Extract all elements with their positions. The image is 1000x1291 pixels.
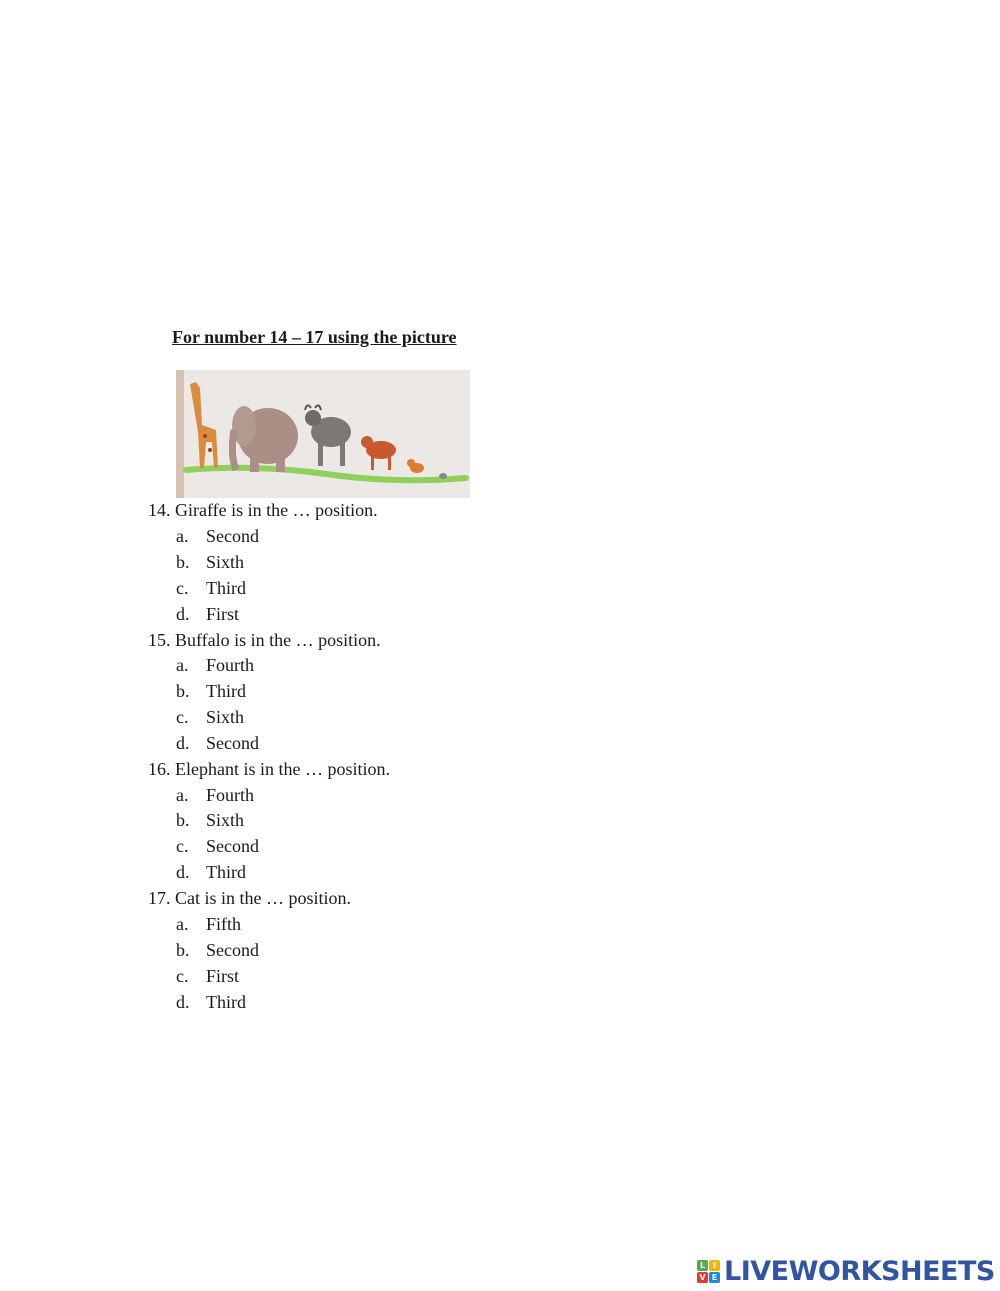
option-text: Third (206, 862, 246, 882)
option-letter: d. (176, 862, 190, 882)
option-letter: a. (176, 914, 189, 934)
option-letter: a. (176, 655, 189, 675)
option-letter: a. (176, 785, 189, 805)
option-letter: b. (176, 940, 190, 960)
option-text: Second (206, 733, 259, 753)
option-text: First (206, 966, 240, 986)
option-letter: d. (176, 604, 190, 624)
option-text: Sixth (206, 707, 245, 727)
option-letter: d. (176, 992, 190, 1012)
option-letter: d. (176, 733, 190, 753)
option-text: Fourth (206, 655, 255, 675)
brand-name: LIVEWORKSHEETS (724, 1255, 995, 1287)
option-text: Sixth (206, 552, 245, 572)
liveworksheets-logo[interactable] (697, 1256, 995, 1286)
option-text: Second (206, 940, 259, 960)
option-text: First (206, 604, 240, 624)
option-letter: c. (176, 836, 189, 856)
logo-block: V (697, 1272, 708, 1283)
option-letter: b. (176, 810, 190, 830)
instruction-heading: For number 14 – 17 using the picture (172, 327, 457, 347)
mouse-figure (439, 473, 447, 479)
question-text: 15. Buffalo is in the … position. (148, 630, 381, 650)
option-letter: a. (176, 526, 189, 546)
option-text: Third (206, 578, 246, 598)
logo-block: I (709, 1260, 720, 1271)
logo-block: L (697, 1260, 708, 1271)
option-letter: c. (176, 578, 189, 598)
option-text: Third (206, 681, 246, 701)
option-letter: b. (176, 552, 190, 572)
question-text: 16. Elephant is in the … position. (148, 759, 390, 779)
option-text: Third (206, 992, 246, 1012)
option-letter: c. (176, 966, 189, 986)
logo-blocks-icon (697, 1260, 720, 1283)
question-text: 17. Cat is in the … position. (148, 888, 352, 908)
option-text: Second (206, 836, 259, 856)
option-letter: c. (176, 707, 189, 727)
question-text: 14. Giraffe is in the … position. (148, 500, 378, 520)
animals-picture (176, 370, 470, 498)
option-text: Sixth (206, 810, 245, 830)
option-letter: b. (176, 681, 190, 701)
option-text: Second (206, 526, 259, 546)
option-text: Fourth (206, 785, 255, 805)
option-text: Fifth (206, 914, 242, 934)
logo-block: E (709, 1272, 720, 1283)
